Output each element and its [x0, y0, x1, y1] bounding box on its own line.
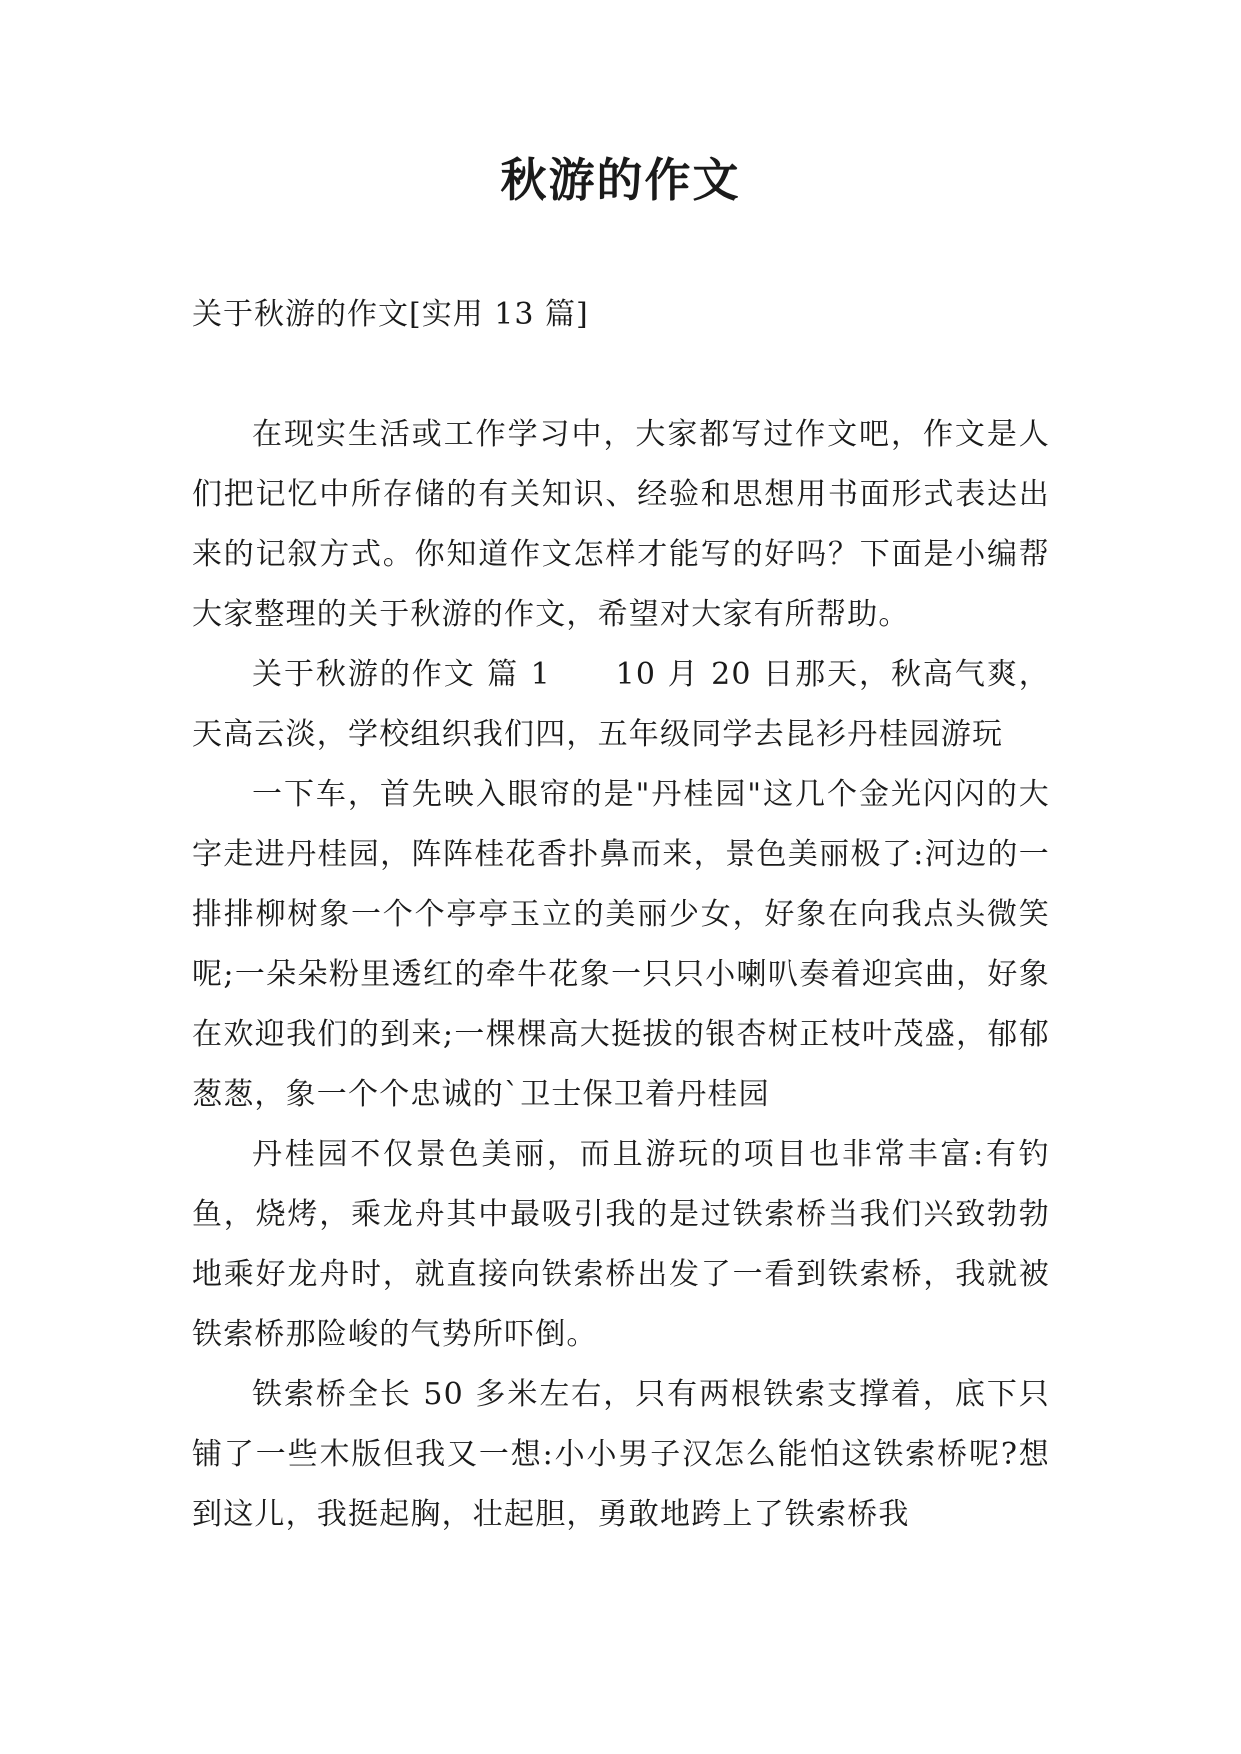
paragraph-essay-1-scenery: 一下车，首先映入眼帘的是"丹桂园"这几个金光闪闪的大字走进丹桂园，阵阵桂花香扑鼻而来，景色美丽极了:河边的一排排柳树象一个个亭亭玉立的美丽少女，好象在向我点头微笑呢;一朵朵粉里透红的牵牛花象一只只小喇叭奏着迎宾曲，好象在欢迎我们的到来;一棵棵高大挺拔的银杏树正枝叶茂盛，郁郁葱葱，象一个个忠诚的`卫士保卫着丹桂园: [192, 777, 1050, 1112]
paragraph-intro: 在现实生活或工作学习中，大家都写过作文吧，作文是人们把记忆中所存储的有关知识、经验和思想用书面形式表达出来的记叙方式。你知道作文怎样才能写的好吗？下面是小编帮大家整理的关于秋游的作文，希望对大家有所帮助。: [192, 417, 1050, 632]
document-title: 秋游的作文: [500, 153, 741, 207]
paragraph-essay-1-activities: 丹桂园不仅景色美丽，而且游玩的项目也非常丰富:有钓鱼，烧烤，乘龙舟其中最吸引我的是过铁索桥当我们兴致勃勃地乘好龙舟时，就直接向铁索桥出发了一看到铁索桥，我就被铁索桥那险峻的气势所吓倒。: [192, 1137, 1050, 1352]
paragraph-essay-1-opening: 关于秋游的作文 篇 1 10 月 20 日那天，秋高气爽，天高云淡，学校组织我们四，五年级同学去昆衫丹桂园游玩: [192, 657, 1050, 752]
document-body: [192, 405, 1050, 1545]
paragraph-essay-1-bridge: 铁索桥全长 50 多米左右，只有两根铁索支撑着，底下只铺了一些木版但我又一想:小小男子汉怎么能怕这铁索桥呢?想到这儿，我挺起胸，壮起胆，勇敢地跨上了铁索桥我: [192, 1377, 1050, 1532]
document-subtitle: 关于秋游的作文[实用 13 篇]: [192, 297, 589, 332]
